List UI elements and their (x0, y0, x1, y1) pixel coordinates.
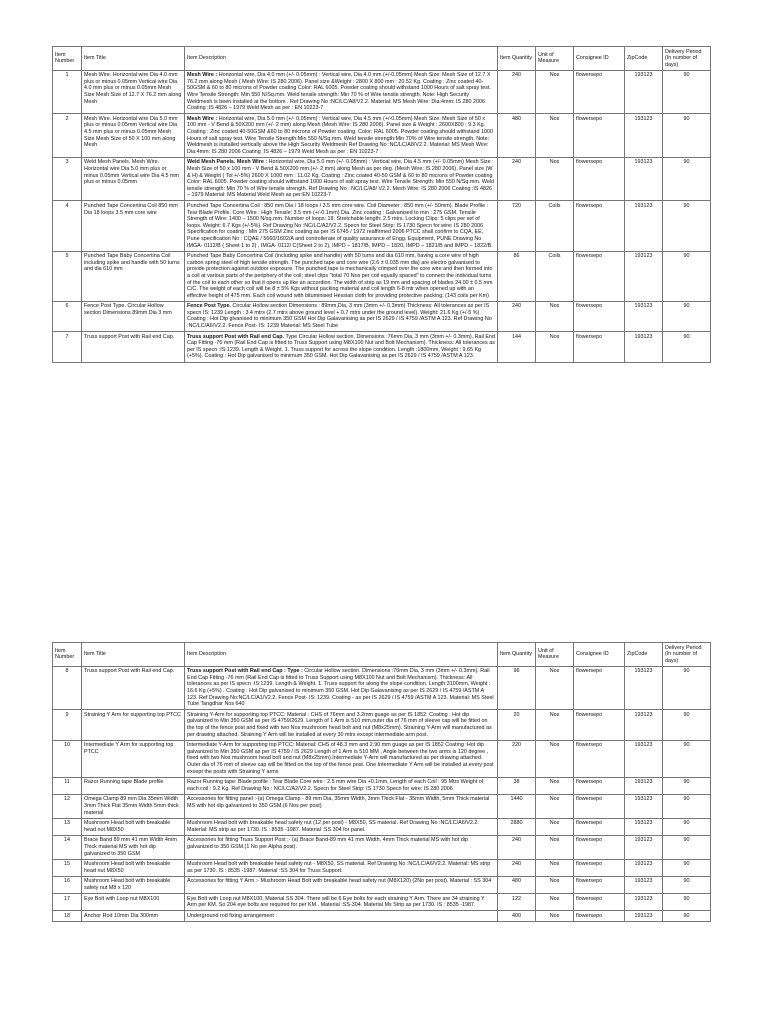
description-text: Mushroom Head bolt with breakable head safety nut (12 per post) - M8X50, SS material. Ref Drawing No :NC/LC/A6/V2.2. Material: MS strip as per 1730. IS : 8535 -1987. Material :SS 304 for panel. (187, 820, 479, 833)
table-row (53, 114, 711, 158)
cell-delivery-period: 90 (663, 301, 711, 331)
cell-zipcode: 193123 (625, 332, 663, 362)
header-item-description: Item Description (185, 643, 498, 667)
description-text: Eye Bolt with Loop nut M8X100, Material SS 304. There will be 6 Eye bolts for each straining Y Arm. There are 34 straining Y Arm per KM. So 204 eye bolts are required for per KM.. Material :SS-304. Material Ms Strip as per 1730. IS : 8535 -1987. (187, 895, 485, 909)
cell-item-number: 5 (53, 251, 82, 301)
description-text: Circular Hollow section Dimensions : 89mm,Dia, 3 mm (3mm +/- 0.3mm) Thickness: All tolerances as per IS specn IS: 1239 Length : 3.4 mtrs (2.7 mtrs above ground level + 0.7 mtrs under the ground level). Weight: 21.6 Kg (+/-5 %) Coating : Hot Dip glvanised to minimum 350 GSM Hot Dip Galavanising as per IS 2629 / IS 4759 /ASTM A 123. Ref Drawing No :NC/LC/A6/V2.2. Fence Post- IS: 1239 Material: MS Steel Tube (187, 303, 492, 330)
cell-item-description (185, 876, 498, 893)
table-row (53, 332, 711, 362)
cell-zipcode: 193123 (625, 157, 663, 201)
cell-item-number: 16 (53, 876, 82, 893)
header-zipcode: ZipCode (625, 47, 663, 71)
cell-item-title: Razor Running tape Blade profile (82, 777, 185, 794)
cell-item-quantity: 480 (498, 876, 536, 893)
cell-delivery-period: 90 (663, 70, 711, 114)
cell-zipcode: 193123 (625, 666, 663, 710)
header-zipcode: ZipCode (625, 643, 663, 667)
table-row (53, 835, 711, 859)
description-text: Punched Tape Baby Concertina Coil (including spike and handle) with 50 turns and dia 610 mm, having a core wire of high carbon spring steel of high tensile strength. The punched tape and core wire (2.6 ± 0.035 mm dia) are electro galvanised to provide protection against outdoor exposure. The punched tape is mechanically crimped over the core wire and then formed into a coil at various parts of the periphery of the coil; steel clips "total 70 Nos per coil equally spaced" to connect the individual turns of the coil to each other so that it opens up like an accordion. The width of strip as 19 mm and spacing of blades 24.00 ± 0.5 mm C/C. The weight of each coil will be 8 ± 5% Kgs without packing material and coil length 6-8 mtr when opened up with an effective height of 475 mm. Each coil wound with bituminised Hessian cloth for providing protective packing. (143 coils per Km) (187, 253, 493, 299)
cell-item-description (185, 157, 498, 201)
header-consignee-id: Consignee ID (574, 47, 625, 71)
cell-item-number: 2 (53, 114, 82, 158)
cell-consignee-id: flowersepo (574, 157, 625, 201)
header-item-number: Item Number (53, 47, 82, 71)
cell-item-description (185, 911, 498, 922)
cell-delivery-period: 90 (663, 251, 711, 301)
description-text: Horizontal wire, Dia 5.0 mm (+/- 0.05mm) : Vertical wire, Dia 4.5 mm (+/- 0.05mm) Mesh Size : Mesh Size of 50 x 100 mm - V Bend & 50X200 mm (+/- 2 mm) along Mesh as per deg. (Mesh Wire: IS 280 2006). Panel size (W & H) & Weight ( Tol +/-5%) 2600 X 1000 mm : 11.02 Kg. Coating : Zinc coated 40-50 GSM & 60 to 80 microns of Powder coating Color: RAL 6005. Powder coating should withstand 1000 Hours of salt spray test. Wire Tensile Strength: Min 550 N/Sq.mm. Weld tensile strength: Min 70 % of Wire tensile strength. Ref Drawing No : NC/LC/A8/ V2.2. Mesh Wire: IS 280 2006 Coating :IS 4826 – 1979 Material: MS Material Weld Mesh as per:EN 10223-7 (187, 159, 495, 199)
description-text: Punched Tape Concertina Coil : 850 mm Dia / 18 loops / 3.5 mm core wire. Coil Diameter : 850 mm (+/- 50mm). Blade Profile : Tear Blade Profile. Core Wire : High Tensile: 3.5 mm (+/-0.1mm) Dia. Zinc coating : Galvanised to min : 275 GSM. Tensile Strength of Wire: 1400 – 1500 N/sq.mm. Number of loops: 18. Stretchable length: 2.5 mtrs. Locking Clips: 5 clips per set of loops. Weight: 6.7 Kgs (+/-5%). Ref Drawing No :NC/LC/A2/V2.2. Specn for Steel Strip: IS 1730 Specn for wire: IS 280 2006 Specification for coating : Min 275 GSM Zinc coating as per IS 6745 / 1972 reaffirmed 2006 PTCC shall confirm to CQA, EE, Pune specification No : CQAE / 5660/1602/A and controllerate of quality assurance of Engg. Equipment, PUNE Drawing No IMGA- 0112/B ( Sheet 1 to 2) , IMGA- 0112/ C(Sheet 2 to 2), IMPD – 1817/B, IMPD – 1820, IMPD – 1821/B and IMPD – 1822/B. (187, 202, 493, 249)
cell-zipcode: 193123 (625, 740, 663, 777)
table-header-row (53, 47, 711, 71)
table-row (53, 859, 711, 876)
cell-item-number: 13 (53, 818, 82, 835)
cell-item-quantity: 220 (498, 740, 536, 777)
cell-item-description (185, 301, 498, 331)
cell-item-title: Fence Post Type. Circular Hollow section Dimensions 89mm Dia 3 mm (82, 301, 185, 331)
table-row (53, 251, 711, 301)
cell-item-title: Mushroom Head bolt with breakable head nut M8X50 (82, 818, 185, 835)
cell-item-number: 14 (53, 835, 82, 859)
cell-zipcode: 193123 (625, 818, 663, 835)
table-row (53, 710, 711, 740)
header-delivery-period: Delivery Period (In number of days) (663, 643, 711, 667)
cell-delivery-period: 90 (663, 876, 711, 893)
cell-item-description (185, 251, 498, 301)
cell-item-quantity: 38 (498, 777, 536, 794)
table-row (53, 777, 711, 794)
header-item-quantity: Item Quantity (498, 47, 536, 71)
description-text: Straining Y-Arm for supporting top PTCC: Material : CHS of 76mm and 3.2mm guage as per IS 1852. Coating : Hot dip galvanized to Min 350 GSM as per IS 4759/2629. Length of 1 Arm is 510 mm,outer dia of 76 mm of sleeve cap will be fitted on the top of the fence post and fixed with two Nos mushroom head bolt and nut (M8x25mm). Straining Y-Arm will manufactured as per drawing attached. Straining Y Arm will be installed at every 30 mtrs except intermediate arm post. (187, 711, 492, 738)
cell-consignee-id: flowersepo (574, 201, 625, 251)
cell-item-title: Weld Mesh Panels. Mesh Wire. Horizontal wire Dia 5.0 mm plus or minus 0.05mm Vertical wire Dia 4.5 mm plus or minus 0.05mm (82, 157, 185, 201)
cell-item-number: 12 (53, 794, 82, 818)
cell-item-number: 3 (53, 157, 82, 201)
cell-item-quantity: 96 (498, 666, 536, 710)
cell-item-number: 7 (53, 332, 82, 362)
description-lead: Mesh Wire : (187, 72, 218, 79)
cell-delivery-period: 90 (663, 201, 711, 251)
header-item-title: Item Title (82, 47, 185, 71)
cell-delivery-period: 90 (663, 332, 711, 362)
cell-delivery-period: 90 (663, 157, 711, 201)
header-item-description: Item Description (185, 47, 498, 71)
cell-unit-of-measure: Coils (536, 201, 574, 251)
cell-item-title: Truss support Post with Rail end Cap. (82, 332, 185, 362)
table-row (53, 894, 711, 911)
cell-item-number: 8 (53, 666, 82, 710)
cell-unit-of-measure: Nos (536, 777, 574, 794)
cell-item-title: Truss support Post with Rail end Cap. (82, 666, 185, 710)
description-lead: Fence Post Type. (187, 303, 231, 310)
cell-delivery-period: 90 (663, 777, 711, 794)
cell-zipcode: 193123 (625, 201, 663, 251)
cell-item-title: Punched Tape Concertina Coil 850 mm Dia 18 loops 3.5 mm core wire (82, 201, 185, 251)
description-text: Horizontal wire, Dia 5.0 mm (+/- 0.05mm) : Vertical wire, Dia 4.5 mm (+/-0.05mm) Mesh Size: Mesh Size of 50 x 100 mm - V Bend & 50X200 mm (+/- 2 mm) along Mesh (Mesh Wire: IS 280 2006). Panel size & Weight : 2600X800 : 9.3 Kg. Coating : Zinc coated 40-50GSM &60 to 80 microns of Powder coating. Color: RAL 6005. Powder coating should withstand 1000 Hours of salt spray test. Wire Tensile Strength:Min 550 N/Sq.mm. Weld tensile strength:Min 70% of Wire tensile strength. Note: Weldmesh is installed vertically above the High Security Weldmesh Ref Drawing No :NC/LC/A8/V2.2. Material: MS Mesh Wire: Dia:4mm: IS 280 2006 Coating :IS 4826 – 1979 Weld Mesh as per : EN 10223-7 (187, 115, 494, 155)
items-table-page-1 (52, 46, 711, 363)
table-row (53, 201, 711, 251)
cell-consignee-id: flowersepo (574, 911, 625, 922)
cell-zipcode: 193123 (625, 70, 663, 114)
table-row (53, 740, 711, 777)
cell-item-quantity: 86 (498, 251, 536, 301)
cell-unit-of-measure: Nos (536, 710, 574, 740)
cell-item-quantity: 240 (498, 157, 536, 201)
cell-delivery-period: 90 (663, 666, 711, 710)
description-lead: Truss support Post with Rail end Cap. (187, 333, 285, 340)
description-lead: Weld Mesh Panels. Mesh Wire : (187, 159, 268, 166)
cell-item-description (185, 740, 498, 777)
cell-delivery-period: 90 (663, 835, 711, 859)
cell-zipcode: 193123 (625, 710, 663, 740)
cell-item-description (185, 794, 498, 818)
cell-item-number: 18 (53, 911, 82, 922)
cell-zipcode: 193123 (625, 911, 663, 922)
cell-item-description (185, 710, 498, 740)
cell-consignee-id: flowersepo (574, 70, 625, 114)
items-table-page-2 (52, 642, 711, 922)
cell-unit-of-measure: Nos (536, 859, 574, 876)
cell-unit-of-measure: Nos (536, 157, 574, 201)
cell-consignee-id: flowersepo (574, 710, 625, 740)
cell-consignee-id: flowersepo (574, 818, 625, 835)
cell-item-title: Eye Bolt with Loop nut M8X100 (82, 894, 185, 911)
cell-delivery-period: 90 (663, 740, 711, 777)
cell-zipcode: 193123 (625, 777, 663, 794)
description-text: Horizontal wire, Dia 4.0 mm (+/- 0.05mm) : Vertical wire, Dia 4.0 mm (+/-0.05mm) Mesh Size: Mesh Size of 12.7 X 76.2 mm along Mesh ( Mesh Wire: IS 280 2006). Panel size &Weight : 2800 X 800 mm : 20.52 Kg. Coating : Zinc coated 40-50GSM & 60 to 80 microns of Powder coating Color: RAL 6005. Powder coating should withstand 1000 Hours of salt spray test. Wire Tensile Strength: Min 550 N/Sq.mm. Weld tensile strength: Min 70 % of Wire tensile strength. Note: High Security Weldmesh is been installed at the bottom . Ref Drawing No :NC/LC/A8/V2.2. Material: MS Mesh Wire: Dia:4mm: IS 280 2006 Coating :IS 4826 – 1979 Weld Mesh as per : EN 10223-7 (187, 72, 491, 112)
header-item-number: Item Number (53, 643, 82, 667)
description-text: Circular Hollow section. Dimensions :76mm Dia, 3 mm (3mm +/- 0.3mm). Rail End Cap Fitting -76 mm (Rail End Cap is fitted to Truss Support using M8X100 Nut and Bolt Mechanism). Thickness: All tolerances as per IS specn :IS:1239. Length & Weight. 1. Truss support for along the slope condition. Length:3100mm, Weight : 16.6 Kg (+5%) . Coating : Hot Dip galvanised to minimum 350 GSM. Hot Dip Galavanising as per IS 2629 / IS 4759 /ASTM A 123. Ref Drawing No:NC/LC/A1/V2.2. Fence Post- IS: 1239. Coating - as per IS 2629 / IS 4759 /ASTM A 123. Material: MS Steel Tube Tangdhar Nos 640 (187, 668, 494, 708)
cell-zipcode: 193123 (625, 794, 663, 818)
cell-unit-of-measure: Nos (536, 835, 574, 859)
table-row (53, 301, 711, 331)
cell-zipcode: 193123 (625, 876, 663, 893)
description-text: Razor Running tape: Blade profile : Tear Blade Core wire : 2.5 mm wire Dia +0.1mm, Length of each Coil : 95 Mtrs Weight of each coil : 9.2 Kg. Ref Drawing No : NC/LC/A2/V2.2. Specn for Steel Strip: IS 1730 Specn for wire: IS 280 2006 (187, 779, 484, 792)
cell-item-quantity: 480 (498, 114, 536, 158)
cell-item-quantity: 20 (498, 710, 536, 740)
cell-delivery-period: 90 (663, 859, 711, 876)
cell-consignee-id: flowersepo (574, 894, 625, 911)
cell-unit-of-measure: Coils (536, 251, 574, 301)
cell-zipcode: 193123 (625, 114, 663, 158)
cell-item-description (185, 859, 498, 876)
header-delivery-period: Delivery Period (In number of days) (663, 47, 711, 71)
cell-item-number: 9 (53, 710, 82, 740)
cell-item-title: Anchor Rod 10mm Dia 300mm (82, 911, 185, 922)
cell-delivery-period: 90 (663, 710, 711, 740)
cell-unit-of-measure: Nos (536, 794, 574, 818)
cell-item-quantity: 400 (498, 911, 536, 922)
description-text: Intermediate Y-Arm for supporting top PTCC: Material: CHS of 48.3 mm and 2.90 mm guage as per IS 1852 Coating :Hot dip galvanized to Min 350 GSM as per IS 4759 / IS 2629 Length of 1 Arm is 510 MM , Angle between the two arms is 120 degree , fixed with two Nos mushroom head bolt and nut (M8x25mm).Intermediate Y-Arm will manufactured as per drawing attached. Outer dia of 76 mm of sleeve cap will be fitted on the top of the fence post. One Intermediate Y Arm will be installed at every post except the posts with Straining Y arms (187, 742, 494, 775)
cell-item-number: 10 (53, 740, 82, 777)
table-row (53, 70, 711, 114)
cell-zipcode: 193123 (625, 894, 663, 911)
header-item-quantity: Item Quantity (498, 643, 536, 667)
header-item-title: Item Title (82, 643, 185, 667)
cell-unit-of-measure: Nos (536, 114, 574, 158)
cell-zipcode: 193123 (625, 835, 663, 859)
cell-consignee-id: flowersepo (574, 876, 625, 893)
cell-unit-of-measure: Nos (536, 740, 574, 777)
cell-item-description (185, 666, 498, 710)
cell-consignee-id: flowersepo (574, 332, 625, 362)
cell-consignee-id: flowersepo (574, 301, 625, 331)
description-lead: Truss support Post with Rail end Cap : Type : (187, 668, 303, 675)
table-row (53, 666, 711, 710)
cell-item-quantity: 240 (498, 835, 536, 859)
description-text: Type Circular Hollow section. Dimensions :76mm Dia, 3 mm (3mm +/- 0.3mm). Rail End Cap Fitting -76 mm (Rail End Cap is fitted to Truss Support using M8X100 Nut and Bolt Mechanism). Thickness: All tolerances as per IS specn :IS:1239. Length & Weight. 1. Truss support for across the slope condition. Length :1800mm, Weight : 9.65 Kg (+5%). Coating : Hot Dip galvanised to minimum 350 GSM. Hot Dip Galavanising as per IS 2629 / IS 4759 /ASTM A 123. (187, 333, 495, 360)
cell-unit-of-measure: Nos (536, 666, 574, 710)
cell-zipcode: 193123 (625, 859, 663, 876)
cell-delivery-period: 90 (663, 818, 711, 835)
cell-item-title: Mesh Wire. Horizontal wire Dia 5.0 mm plus or minus 0.05mm Vertical wire Dia 4.5 mm plus or minus 0.05mm Mesh Size Mesh Size of 50 X 100 mm along Mesh (82, 114, 185, 158)
cell-item-title: Mushroom Head bolt with breakable safety nut M8 x 120 (82, 876, 185, 893)
table-row (53, 911, 711, 922)
cell-consignee-id: flowersepo (574, 859, 625, 876)
description-text: Accessories for fitting Truss Support Post :- (a) Brace Band-89 mm 41 mm Width, 4mm Thick material MS with hot dip galvanized to 350 GSM.(1 No per Alpha post). (187, 837, 468, 850)
description-text: Accessories for fitting Y Arm :- Mushroom Head Bolt with breakable head safety nut (M8X120) (2No per post). Material : SS 304 (187, 878, 492, 885)
cell-item-quantity: 144 (498, 332, 536, 362)
cell-unit-of-measure: Nos (536, 818, 574, 835)
cell-item-number: 6 (53, 301, 82, 331)
table-row (53, 794, 711, 818)
cell-unit-of-measure: Nos (536, 332, 574, 362)
description-text: Mushroom Head bolt with breakable head safety nut - M8X50, SS material. Ref Drawing No :NC/LC/A6/V2.2. Material: MS strip as per 1730. IS : 8535 -1987. Material :SS 304 for Truss Support. (187, 861, 491, 874)
cell-delivery-period: 90 (663, 114, 711, 158)
cell-zipcode: 193123 (625, 301, 663, 331)
cell-consignee-id: flowersepo (574, 794, 625, 818)
cell-delivery-period: 90 (663, 911, 711, 922)
header-consignee-id: Consignee ID (574, 643, 625, 667)
cell-item-quantity: 122 (498, 894, 536, 911)
cell-item-description (185, 201, 498, 251)
cell-item-quantity: 720 (498, 201, 536, 251)
cell-unit-of-measure: Nos (536, 894, 574, 911)
cell-item-title: Mesh Wire. Horizontal wire Dia 4.0 mm plus or minus 0.05mm Vertical wire Dia 4.0 mm plus or minus 0.05mm Mesh Size Mesh Size of 12.7 X 76.2 mm along Mesh (82, 70, 185, 114)
cell-unit-of-measure: Nos (536, 876, 574, 893)
cell-item-description (185, 70, 498, 114)
table-row (53, 157, 711, 201)
cell-consignee-id: flowersepo (574, 835, 625, 859)
cell-item-quantity: 240 (498, 70, 536, 114)
cell-item-description (185, 835, 498, 859)
cell-item-quantity: 2880 (498, 818, 536, 835)
cell-item-description (185, 777, 498, 794)
cell-item-number: 15 (53, 859, 82, 876)
cell-item-title: Omega Clamp 89 mm Dia 35mm Width 3mm Thick Flat 35mm Width 5mm thick material (82, 794, 185, 818)
cell-item-number: 17 (53, 894, 82, 911)
cell-delivery-period: 90 (663, 894, 711, 911)
table-header-row (53, 643, 711, 667)
cell-item-title: Brace Band 89 mm 41 mm Width 4mm Thick material MS with hot dip galvanized to 350 GSM (82, 835, 185, 859)
cell-item-title: Mushroom Head bolt with breakable head nut M8X50 (82, 859, 185, 876)
cell-item-number: 1 (53, 70, 82, 114)
description-lead: Mesh Wire : (187, 115, 218, 122)
cell-consignee-id: flowersepo (574, 777, 625, 794)
description-text: Underground rod fixing arrangement : (187, 912, 277, 919)
table-row (53, 876, 711, 893)
header-unit-of-measure: Unit of Measure (536, 643, 574, 667)
cell-item-description (185, 114, 498, 158)
cell-consignee-id: flowersepo (574, 114, 625, 158)
cell-item-title: Intermediate Y Arm for supporting top PTCC (82, 740, 185, 777)
cell-unit-of-measure: Nos (536, 911, 574, 922)
table-row (53, 818, 711, 835)
cell-item-title: Punched Tape Baby Concertina Coil including spike and handle with 50 turns and dia 610 mm (82, 251, 185, 301)
cell-item-description (185, 332, 498, 362)
cell-zipcode: 193123 (625, 251, 663, 301)
cell-unit-of-measure: Nos (536, 70, 574, 114)
cell-unit-of-measure: Nos (536, 301, 574, 331)
cell-item-description (185, 818, 498, 835)
cell-item-number: 11 (53, 777, 82, 794)
cell-item-quantity: 240 (498, 301, 536, 331)
cell-item-number: 4 (53, 201, 82, 251)
cell-consignee-id: flowersepo (574, 740, 625, 777)
cell-item-description (185, 894, 498, 911)
cell-item-quantity: 1440 (498, 794, 536, 818)
description-text: Accessories for fitting panel :-(a) Omega Clamp - 89 mm Dia, 35mm Width, 3mm Thick Flat - 35mm Width, 5mm Thick material MS with hot dip galvanized to 350 GSM.(6 Nos per post) (187, 796, 490, 809)
cell-consignee-id: flowersepo (574, 666, 625, 710)
cell-item-quantity: 240 (498, 859, 536, 876)
cell-delivery-period: 90 (663, 794, 711, 818)
cell-item-title: Straining Y Arm for supporting top PTCC (82, 710, 185, 740)
cell-consignee-id: flowersepo (574, 251, 625, 301)
header-unit-of-measure: Unit of Measure (536, 47, 574, 71)
